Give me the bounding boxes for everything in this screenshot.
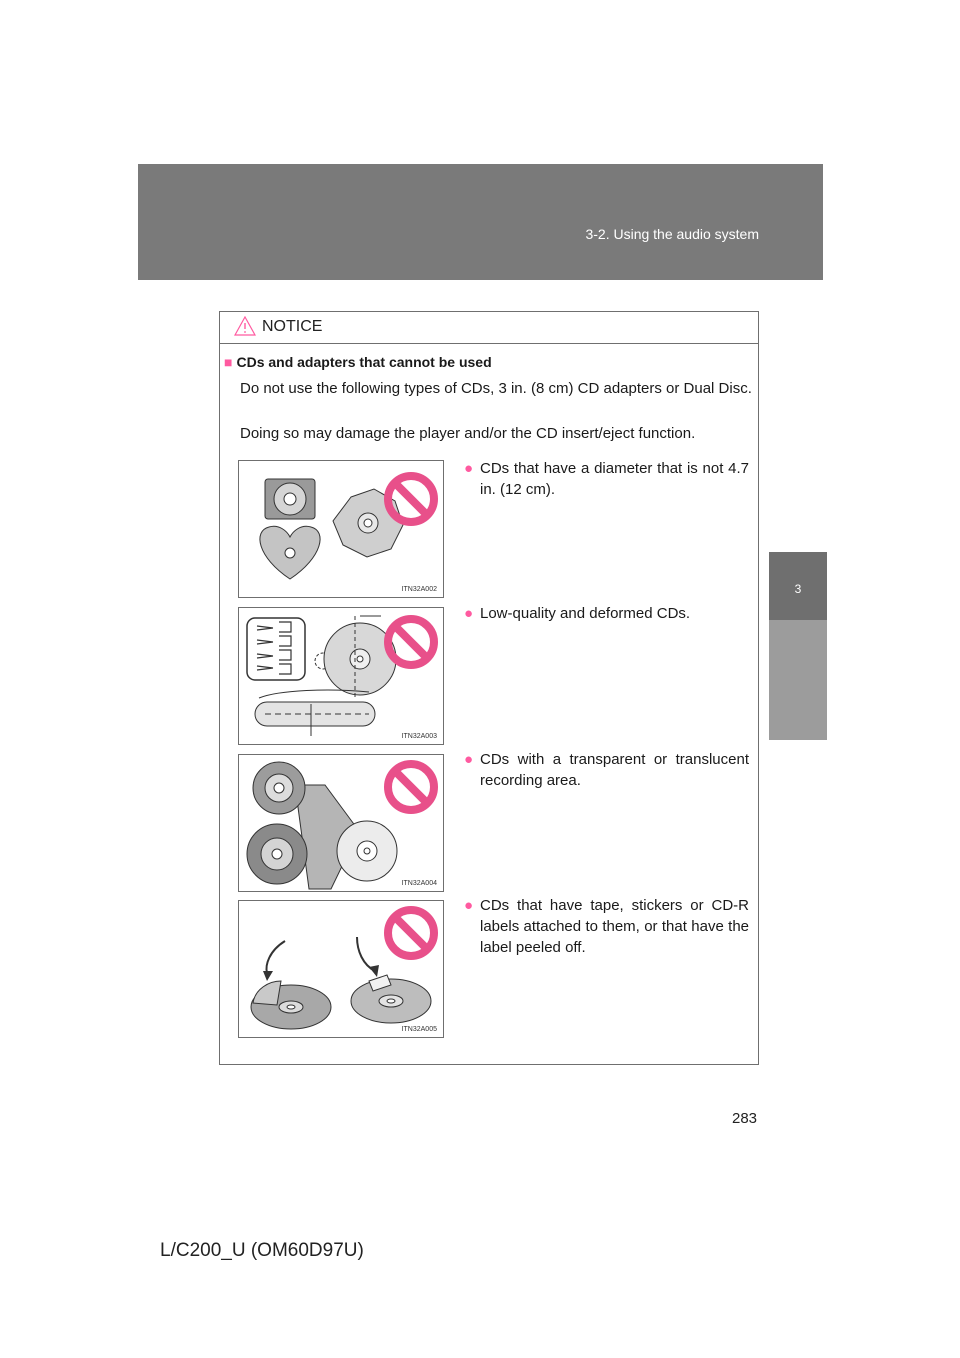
- labeled-cds-illustration: [239, 901, 445, 1039]
- odd-shaped-cds-illustration: [239, 461, 445, 599]
- list-item: [464, 749, 749, 791]
- list-item-text: CDs that have a diameter that is not 4.7 in. (12 cm).: [480, 460, 749, 498]
- circle-bullet-icon: ●: [464, 460, 474, 477]
- chapter-tab-strip: [769, 620, 827, 840]
- subheading-text: CDs and adapters that cannot be used: [236, 354, 492, 370]
- notice-subheading: [224, 354, 492, 370]
- warning-triangle-icon: [234, 316, 256, 336]
- chapter-number: 3: [794, 582, 802, 596]
- list-item: [464, 603, 749, 624]
- circle-bullet-icon: ●: [464, 751, 474, 768]
- list-item-text: CDs that have tape, stickers or CD-R labels attached to them, or that have the label peeled off.: [480, 897, 749, 956]
- list-item-text: CDs with a transparent or translucent recording area.: [480, 751, 749, 789]
- figure-deformed-cds: [238, 607, 444, 745]
- deformed-cds-illustration: [239, 608, 445, 746]
- notice-box: [219, 311, 759, 1065]
- circle-bullet-icon: ●: [464, 605, 474, 622]
- notice-header: [220, 312, 758, 344]
- square-bullet-icon: ■: [224, 354, 233, 370]
- page-number: 283: [732, 1110, 758, 1127]
- chapter-label: Interior features: [787, 755, 801, 840]
- figure-odd-shaped-cds: [238, 460, 444, 598]
- transparent-cds-illustration: [239, 755, 445, 893]
- figure-code: ITN32A005: [401, 1026, 437, 1033]
- figure-code: ITN32A003: [401, 733, 437, 740]
- footer-document-code: L/C200_U (OM60D97U): [160, 1240, 364, 1261]
- chapter-tab: [769, 552, 827, 620]
- figure-transparent-cds: [238, 754, 444, 892]
- section-title: 3-2. Using the audio system: [585, 226, 759, 242]
- list-item: [464, 458, 749, 500]
- figure-code: ITN32A004: [401, 880, 437, 887]
- list-item: [464, 895, 749, 958]
- circle-bullet-icon: ●: [464, 897, 474, 914]
- notice-paragraph-1: Do not use the following types of CDs, 3 in. (8 cm) CD adapters or Dual Disc.: [240, 380, 752, 397]
- notice-paragraph-2: Doing so may damage the player and/or the CD insert/eject function.: [240, 425, 696, 442]
- section-header-band: [138, 164, 823, 280]
- notice-title: NOTICE: [262, 318, 323, 335]
- list-item-text: Low-quality and deformed CDs.: [480, 605, 691, 622]
- figure-labeled-cds: [238, 900, 444, 1038]
- figure-code: ITN32A002: [401, 586, 437, 593]
